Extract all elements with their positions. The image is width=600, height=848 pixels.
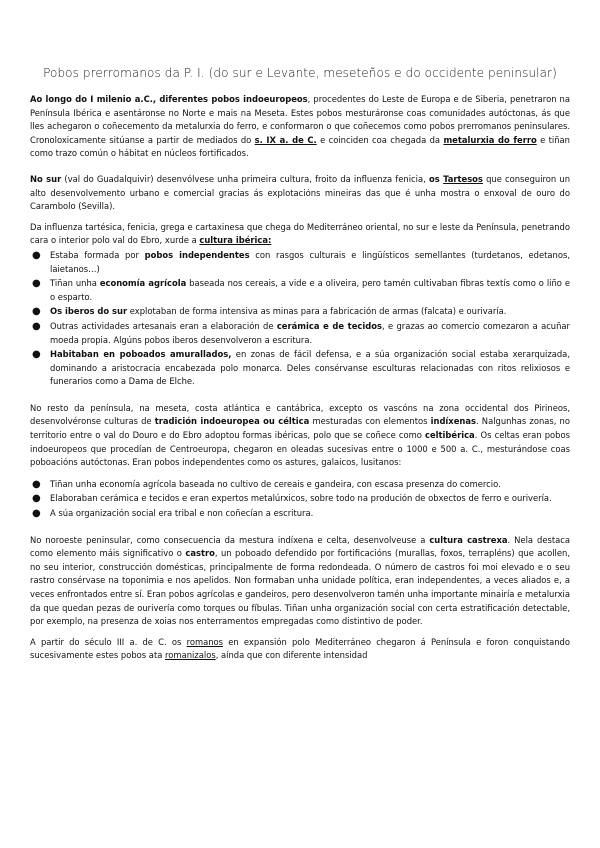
- text: . Nela destaca como elemento máis significativo o: [30, 534, 570, 559]
- list-item: [30, 320, 570, 347]
- bold-text: Habitaban en poboados amurallados,: [50, 349, 232, 360]
- text: No noroeste peninsular, como consecuencia da mestura indíxena e celta, desenvolveuse a: [30, 534, 430, 545]
- bullet-icon: ●: [32, 478, 41, 490]
- bold-text: pobos independentes: [144, 249, 250, 260]
- list-item: [30, 277, 570, 304]
- paragraph-castrexa: [30, 534, 570, 629]
- text: (val do Guadalquivir) desenvólvese unha primeira cultura, froito da influenza fenicia,: [61, 173, 429, 184]
- bullet-icon: ●: [32, 349, 41, 361]
- bold-text: tradición indoeuropea ou céltica: [154, 416, 310, 427]
- bold-text: Ao longo do I milenio a.C., diferentes pobos indoeuropeos: [30, 94, 308, 104]
- text: e tiñan como trazo común o hábitat en núcleos fortificados.: [30, 134, 570, 159]
- underlined-text: metalurxia do ferro: [443, 134, 537, 145]
- text: Tiñan unha: [50, 278, 100, 289]
- bold-text: cultura castrexa: [429, 534, 508, 545]
- text: A súa organización social era tribal e non coñecían a escritura.: [50, 508, 314, 519]
- bold-text: indíxenas: [430, 416, 476, 427]
- iberian-list: [30, 249, 570, 389]
- text: con rasgos culturais e lingüísticos semellantes (turdetanos, edetanos, laietanos…): [50, 249, 570, 274]
- text: . Nalgunhas zonas, no territorio entre o val do Douro e do Ebro adoptou formas ibéricas, polo que se coñece como: [30, 416, 570, 441]
- paragraph-sur: [30, 173, 570, 214]
- bullet-icon: ●: [32, 493, 41, 505]
- bold-text: cerámica e de tecidos: [276, 320, 382, 331]
- text: , aínda que con diferente intensidad: [215, 650, 368, 661]
- paragraph-indoeuropeos: [30, 93, 570, 161]
- list-item: [30, 348, 570, 389]
- text: Estaba formada por: [50, 249, 145, 260]
- text: explotaban de forma intensiva as minas para a fabricación de armas (falcata) e ourivaría.: [127, 306, 507, 317]
- underlined-text: cultura ibérica:: [199, 235, 272, 246]
- bullet-icon: ●: [32, 278, 41, 290]
- underlined-text: romanos: [186, 636, 224, 647]
- bullet-icon: ●: [32, 249, 41, 261]
- text: Tiñan unha economía agrícola baseada no cultivo de cereais e gandeira, con escasa presenza do comercio.: [50, 478, 501, 489]
- bullet-icon: ●: [32, 508, 41, 520]
- text: baseada nos cereais, a vide e a oliveira, pero tamén cultivaban fibras textís como o liño e o esparto.: [50, 278, 570, 302]
- text: Outras actividades artesanais eran a elaboración de: [50, 320, 277, 331]
- list-item: [30, 507, 570, 521]
- text: . Os celtas eran pobos indoeuropeos que procedían de Centroeuropa, chegaron en oleadas sucesivas entre o 1000 e 500 a. C., mesturándose coas poboacións autóctonas. Eran pobos independentes como os astures, galaicos, lusitanos:: [30, 430, 570, 468]
- list-item: [30, 478, 570, 492]
- paragraph-romanos: [30, 636, 570, 663]
- list-item: [30, 249, 570, 276]
- bold-text: os: [428, 173, 444, 184]
- text: , e grazas ao comercio comezaron a acuñar moeda propia. Algúns pobos iberos desenvolveron a escritura.: [50, 320, 570, 345]
- bold-text: castro: [185, 548, 215, 559]
- bold-text: No sur: [30, 173, 62, 184]
- bold-text: economía agrícola: [99, 278, 187, 289]
- text: en expansión polo Mediterráneo chegaron á Península e foron conquistando sucesivamente estes pobos ata: [30, 636, 570, 661]
- underlined-text: Tartesos: [443, 173, 483, 184]
- text: mesturadas con elementos: [309, 416, 431, 427]
- bullet-icon: ●: [32, 306, 41, 318]
- bold-text: celtibérica: [425, 430, 475, 441]
- text: , un poboado defendido por fortificacións (murallas, foxos, terrapléns) que acollen, no seu interior, construcción domésticas, principalmente de forma redondeada. O número de castros foi moi elevado e o seu rastro consérvase na toponimia e nos apelidos. Non formaban unha unidade política, eran independentes, a veces aliados e, a veces enfrontados entre sí. Eran pobos agrícolas e gandeiros, pero desenvolveron tamén unha importante minairía e metalurxia da que quedan pezas de ourivería como torques ou fíbulas. Tiñan unha organización social con certa estratificación detectable, por exemplo, na presenza de xoias nos enterramentos empregadas como distintivo de poder.: [30, 548, 570, 627]
- text: , procedentes do Leste de Europa e de Siberia, penetraron na Península Ibérica e asentáronse no Norte e mais na Meseta. Estes pobos mesturáronse coas comunidades autóctonas, ás que lles achegaron o coñecemento da metalurxia do ferro, e conformaron o que coñecemos como pobos prerromanos peninsulares. Cronoloxicamente sitúanse a partir de mediados do: [30, 94, 570, 145]
- underlined-text: s. IX a. de C.: [254, 134, 317, 145]
- celtic-list: [30, 478, 570, 521]
- text: Da influenza tartésica, fenicia, grega e cartaxinesa que chega do Mediterráneo oriental, no sur e leste da Península, penetrando cara o interior polo val do Ebro, xurde a: [30, 221, 570, 246]
- paragraph-iberica: [30, 221, 570, 248]
- paragraph-resto-peninsula: [30, 402, 570, 470]
- list-item: [30, 305, 570, 319]
- text: que conseguiron un alto desenvolvemento urbano e comercial gracias ás explotacións mineiras das que é unha mostra o enxoval de ouro do Carambolo (Sevilla).: [30, 173, 570, 212]
- text: A partir do século III a. de C. os: [30, 636, 187, 647]
- text: No resto da península, na meseta, costa atlántica e cantábrica, excepto os vascóns na zona occidental dos Pirineos, desenvolvéronse culturas de: [30, 402, 570, 427]
- bold-text: Os iberos do sur: [50, 306, 128, 317]
- bullet-icon: ●: [32, 320, 41, 332]
- text: Elaboraban cerámica e tecidos e eran expertos metalúrxicos, sobre todo na produción de obxectos de ferro e ourivería.: [50, 493, 552, 504]
- text: e coinciden coa chegada da: [316, 134, 444, 145]
- list-item: [30, 492, 570, 506]
- text: en zonas de fácil defensa, e a súa organización social estaba xerarquizada, dominando a aristocracia encabezada polo monarca. Deles consérvanse esculturas relacionadas con ritos relixiosos e funerarios como a Dama de Elche.: [50, 349, 570, 387]
- underlined-text: romanizalos: [165, 650, 216, 661]
- page-title: Pobos prerromanos da P. I. (do sur e Levante, meseteños e do occidente peninsular): [43, 66, 557, 80]
